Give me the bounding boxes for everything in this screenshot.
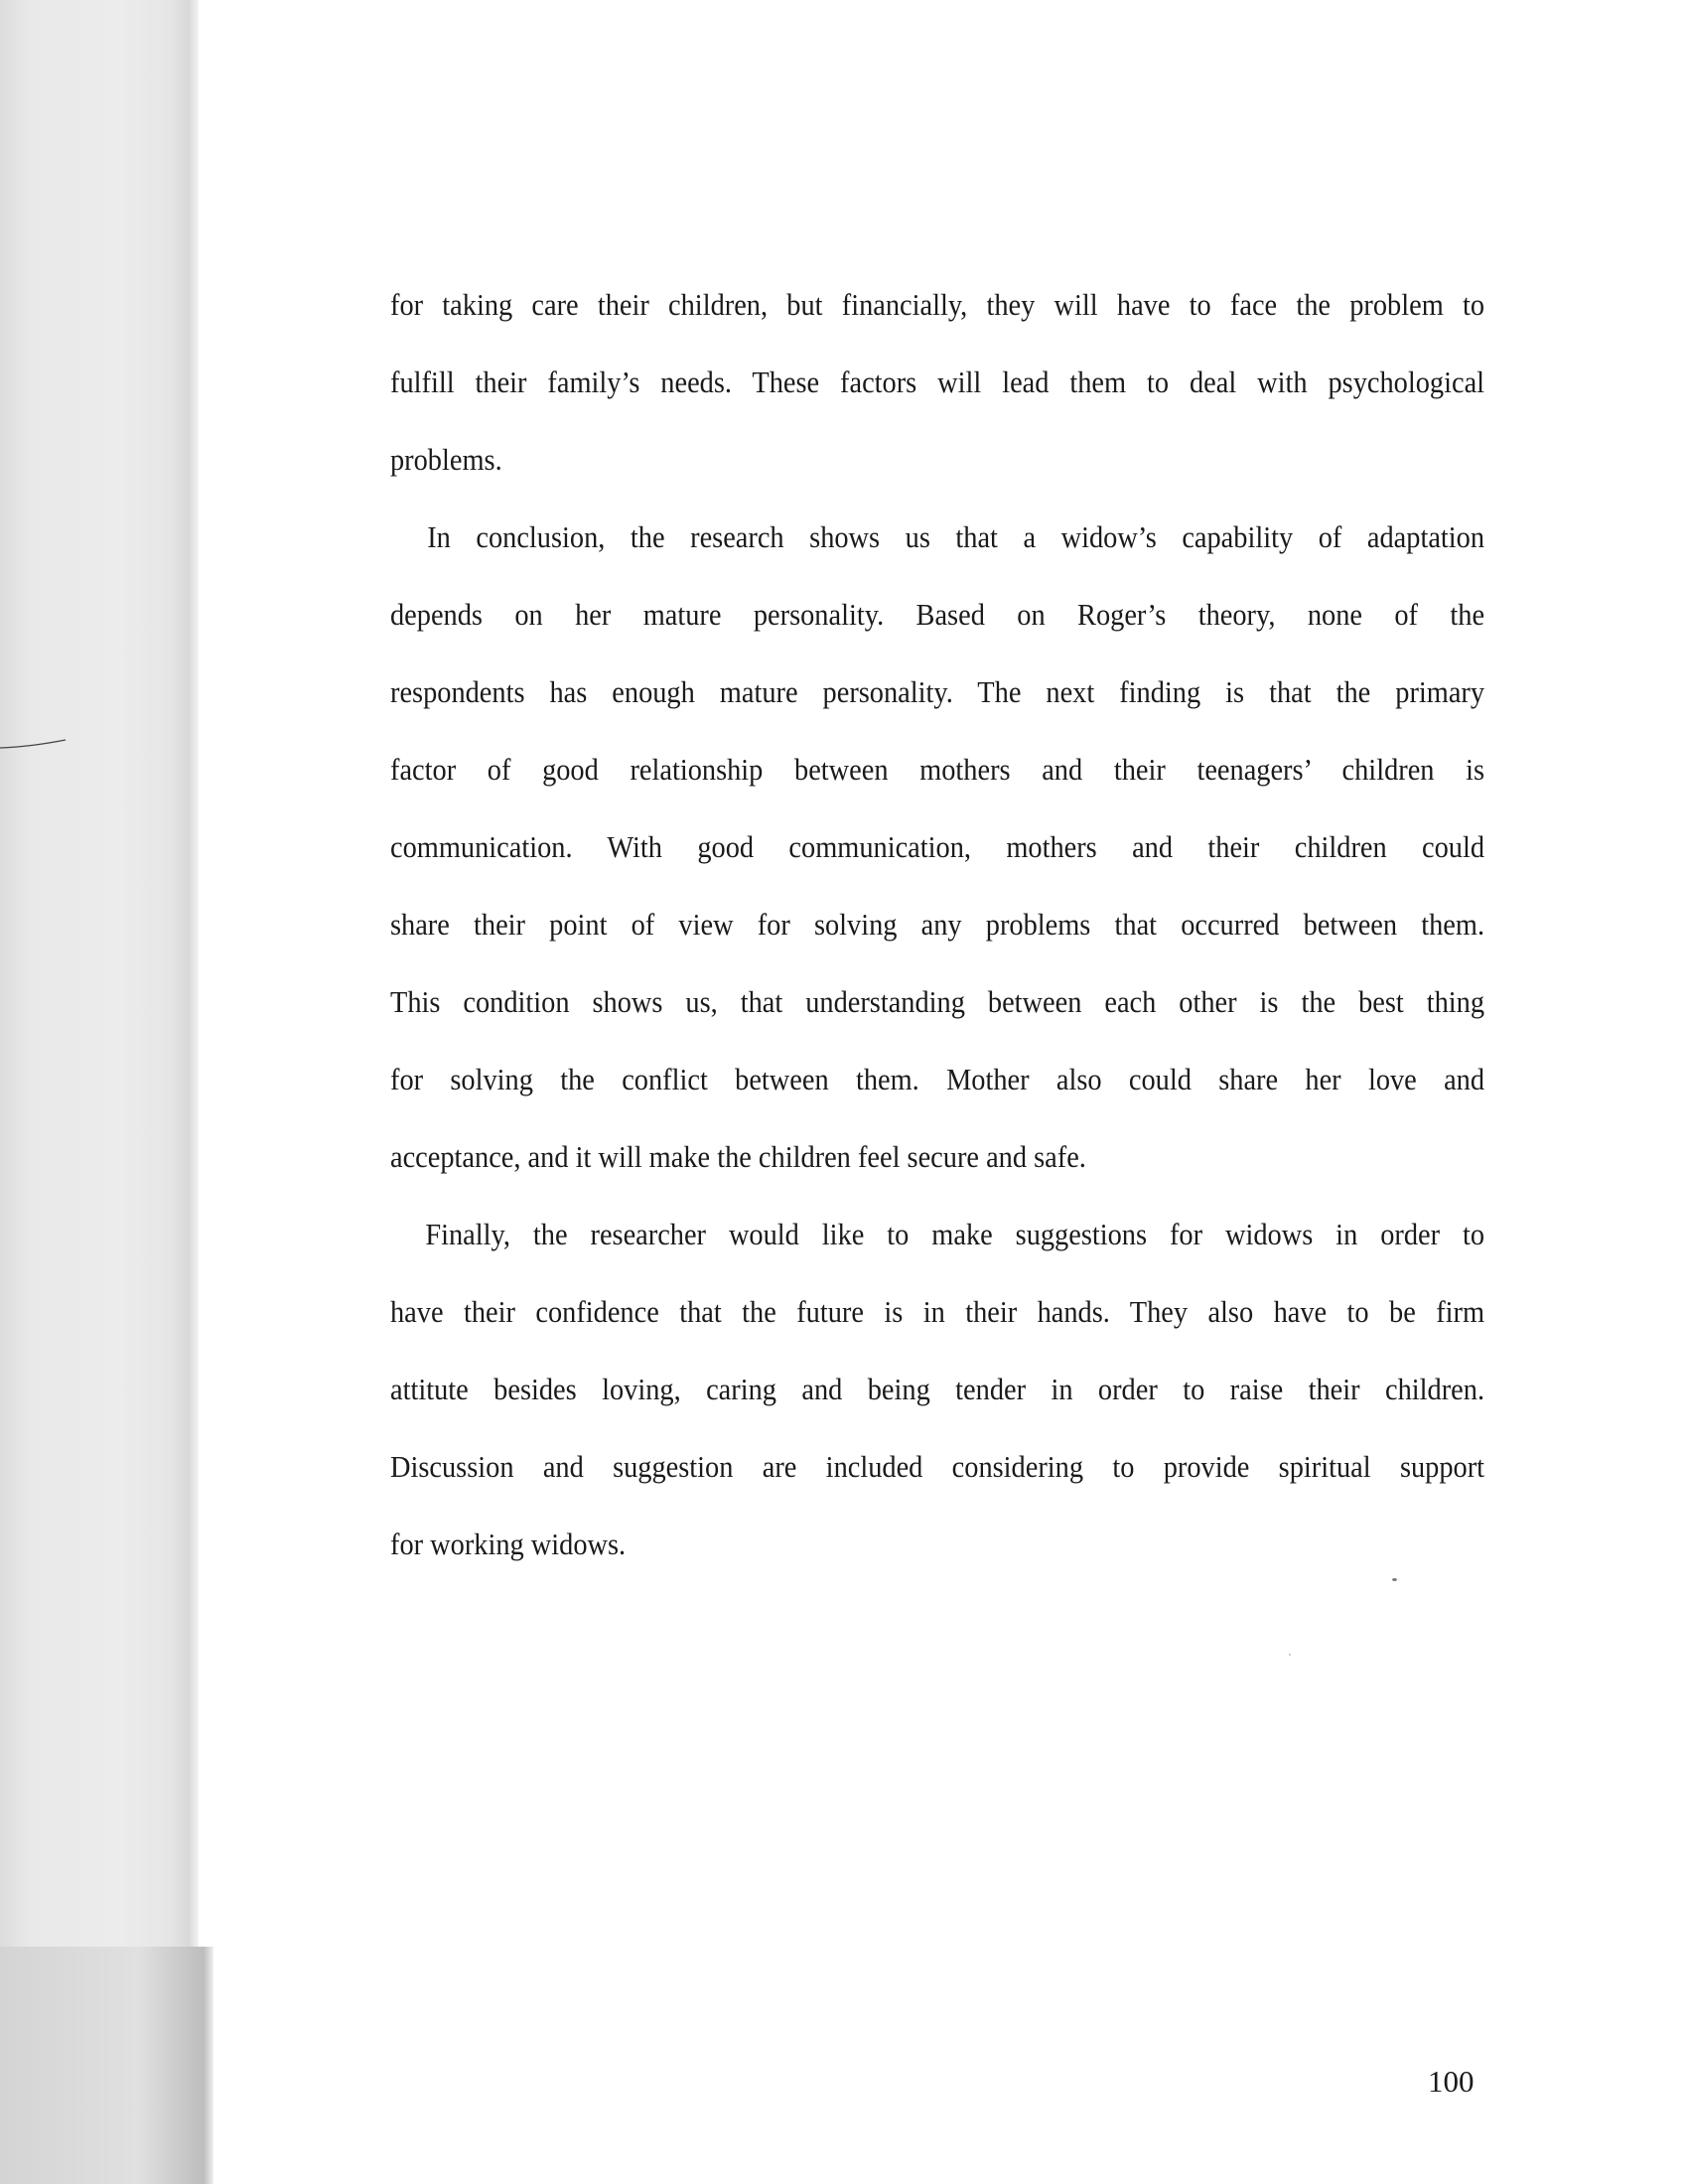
text-line: depends on her mature personality. Based on Roger’s theory, none of the — [390, 598, 1485, 632]
text-line: Discussion and suggestion are included considering to provide spiritual support — [390, 1450, 1485, 1484]
text-line: In conclusion, the research shows us that a widow’s capability of adaptation — [427, 520, 1485, 554]
paragraph-3 — [390, 1196, 1484, 1583]
body-text — [390, 266, 1484, 1583]
page-number: 100 — [1428, 2064, 1475, 2099]
text-line: attitute besides loving, caring and being tender in order to raise their children. — [390, 1373, 1485, 1406]
text-line: fulfill their family’s needs. These factors will lead them to deal with psychological — [390, 365, 1485, 399]
text-line: problems. — [390, 443, 502, 477]
text-line: communication. With good communication, mothers and their children could — [390, 830, 1485, 864]
scan-hair-mark — [0, 737, 68, 751]
text-line: for working widows. — [390, 1528, 627, 1561]
text-line: factor of good relationship between mothers and their teenagers’ children is — [390, 753, 1485, 787]
text-line: for solving the conflict between them. Mother also could share her love and — [390, 1063, 1485, 1096]
text-line: acceptance, and it will make the children feel secure and safe. — [390, 1140, 1086, 1174]
scan-speck — [1392, 1578, 1397, 1581]
text-line: have their confidence that the future is in their hands. They also have to be firm — [390, 1295, 1485, 1329]
paragraph-1 — [390, 266, 1484, 499]
text-line: share their point of view for solving any problems that occurred between them. — [390, 908, 1485, 942]
text-line: for taking care their children, but financially, they will have to face the problem to — [390, 288, 1485, 322]
paragraph-2 — [390, 499, 1484, 1196]
scan-speck — [1289, 1654, 1291, 1656]
book-binding-shadow — [0, 0, 199, 2184]
text-line: This condition shows us, that understanding between each other is the best thing — [390, 985, 1485, 1019]
book-binding-shadow-lower — [0, 1947, 213, 2184]
text-line: Finally, the researcher would like to make suggestions for widows in order to — [425, 1218, 1485, 1251]
text-line: respondents has enough mature personality. The next finding is that the primary — [390, 675, 1485, 709]
